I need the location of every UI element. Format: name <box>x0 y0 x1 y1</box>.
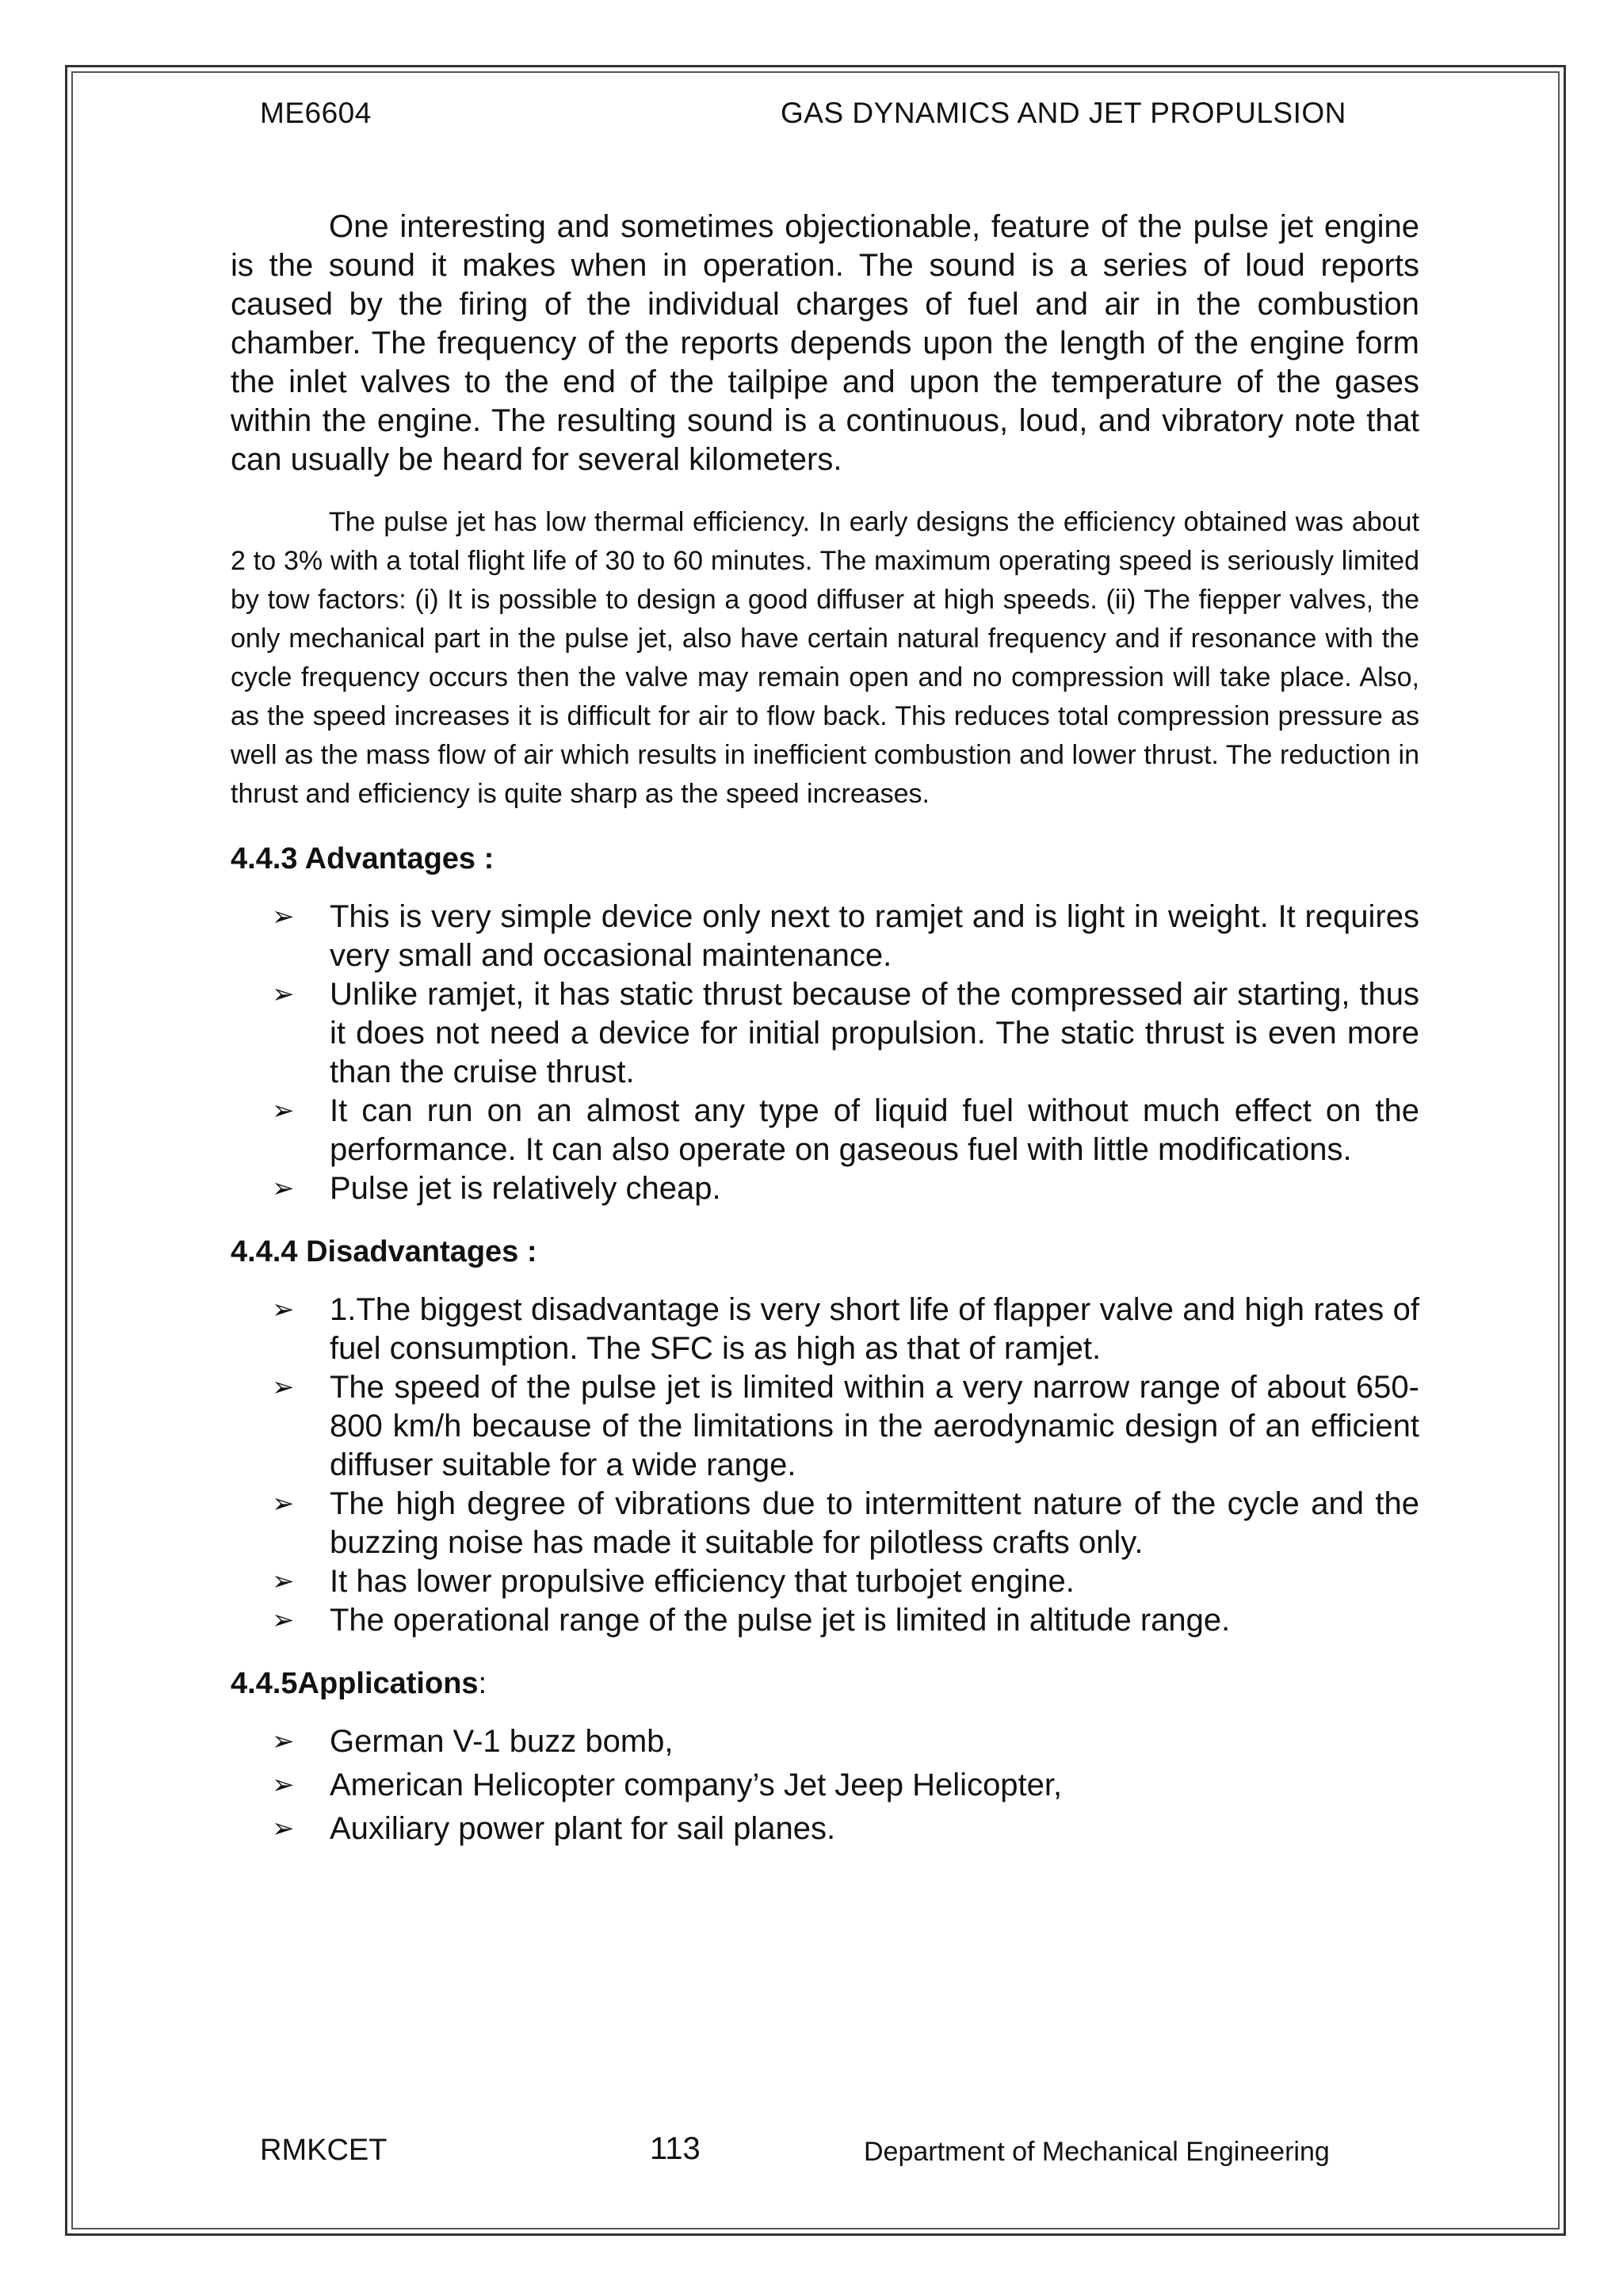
list-item-text: This is very simple device only next to ramjet and is light in weight. It requires very small and occasional maintenance. <box>330 899 1419 973</box>
arrow-bullet-icon: ➢ <box>272 1726 295 1756</box>
arrow-bullet-icon: ➢ <box>272 1173 295 1203</box>
list-item-text: American Helicopter company’s Jet Jeep Helicopter, <box>330 1768 1063 1802</box>
header-course-title: GAS DYNAMICS AND JET PROPULSION <box>781 97 1346 129</box>
list-item-text: The high degree of vibrations due to intermittent nature of the cycle and the buzzing noise has made it suitable for pilotless crafts only. <box>330 1486 1419 1560</box>
page-content <box>231 208 1419 1872</box>
footer-department: Department of Mechanical Engineering <box>864 2137 1330 2167</box>
list-item <box>231 1291 1419 1368</box>
list-item <box>231 1601 1419 1640</box>
applications-list <box>231 1722 1419 1848</box>
arrow-bullet-icon: ➢ <box>272 1770 295 1800</box>
advantages-heading: 4.4.3 Advantages : <box>231 842 495 875</box>
arrow-bullet-icon: ➢ <box>272 979 295 1009</box>
paragraph-pulse-jet-efficiency: The pulse jet has low thermal efficiency. In early designs the efficiency obtained was about 2 to 3% with a total flight life of 30 to 60 minutes. The maximum operating speed is seriously limited by tow factors: (i) It is possible to design a good diffuser at high speeds. (ii) The fiepper valves, the only mechanical part in the pulse jet, also have certain natural frequency and if resonance with the cycle frequency occurs then the valve may remain open and no compression will take place. Also, as the speed increases it is difficult for air to flow back. This reduces total compression pressure as well as the mass flow of air which results in inefficient combustion and lower thrust. The reduction in thrust and efficiency is quite sharp as the speed increases. <box>231 507 1419 809</box>
list-item-text: German V-1 buzz bomb, <box>330 1724 674 1759</box>
list-item <box>231 1810 1419 1848</box>
footer-institution: RMKCET <box>260 2134 388 2167</box>
list-item-text: It has lower propulsive efficiency that turbojet engine. <box>330 1564 1075 1599</box>
list-item <box>231 1169 1419 1208</box>
disadvantages-list <box>231 1291 1419 1640</box>
list-item-text: It can run on an almost any type of liquid fuel without much effect on the performance. It can also operate on gaseous fuel with little modifications. <box>330 1093 1419 1167</box>
applications-heading-colon: : <box>478 1667 487 1700</box>
list-item <box>231 898 1419 975</box>
list-item-text: The operational range of the pulse jet is limited in altitude range. <box>330 1603 1231 1638</box>
footer-page-number: 113 <box>650 2131 701 2166</box>
applications-heading-text: 4.4.5Applications <box>231 1667 479 1700</box>
list-item <box>231 1485 1419 1562</box>
list-item-text: Unlike ramjet, it has static thrust because of the compressed air starting, thus it does not need a device for initial propulsion. The static thrust is even more than the cruise thrust. <box>330 977 1419 1089</box>
list-item-text: Pulse jet is relatively cheap. <box>330 1171 721 1206</box>
paragraph-pulse-jet-sound: One interesting and sometimes objectionable, feature of the pulse jet engine is the sound it makes when in operation. The sound is a series of loud reports caused by the firing of the individual charges of fuel and air in the combustion chamber. The frequency of the reports depends upon the length of the engine form the inlet valves to the end of the tailpipe and upon the temperature of the gases within the engine. The resulting sound is a continuous, loud, and vibratory note that can usually be heard for several kilometers. <box>231 209 1419 477</box>
disadvantages-heading: 4.4.4 Disadvantages : <box>231 1235 537 1268</box>
header-course-code: ME6604 <box>260 97 372 129</box>
list-item <box>231 1092 1419 1169</box>
arrow-bullet-icon: ➢ <box>272 1372 295 1402</box>
applications-heading <box>231 1664 1419 1703</box>
arrow-bullet-icon: ➢ <box>272 1096 295 1126</box>
list-item <box>231 975 1419 1092</box>
list-item <box>231 1722 1419 1761</box>
arrow-bullet-icon: ➢ <box>272 1566 295 1596</box>
list-item-text: 1.The biggest disadvantage is very short life of flapper valve and high rates of fuel consumption. The SFC is as high as that of ramjet. <box>330 1292 1419 1366</box>
arrow-bullet-icon: ➢ <box>272 1814 295 1844</box>
list-item-text: Auxiliary power plant for sail planes. <box>330 1811 836 1846</box>
arrow-bullet-icon: ➢ <box>272 1605 295 1635</box>
list-item <box>231 1562 1419 1601</box>
advantages-list <box>231 898 1419 1208</box>
arrow-bullet-icon: ➢ <box>272 1489 295 1519</box>
list-item <box>231 1368 1419 1485</box>
arrow-bullet-icon: ➢ <box>272 1295 295 1325</box>
arrow-bullet-icon: ➢ <box>272 902 295 932</box>
list-item-text: The speed of the pulse jet is limited within a very narrow range of about 650-800 km/h because of the limitations in the aerodynamic design of an efficient diffuser suitable for a wide range. <box>330 1370 1419 1482</box>
list-item <box>231 1766 1419 1805</box>
